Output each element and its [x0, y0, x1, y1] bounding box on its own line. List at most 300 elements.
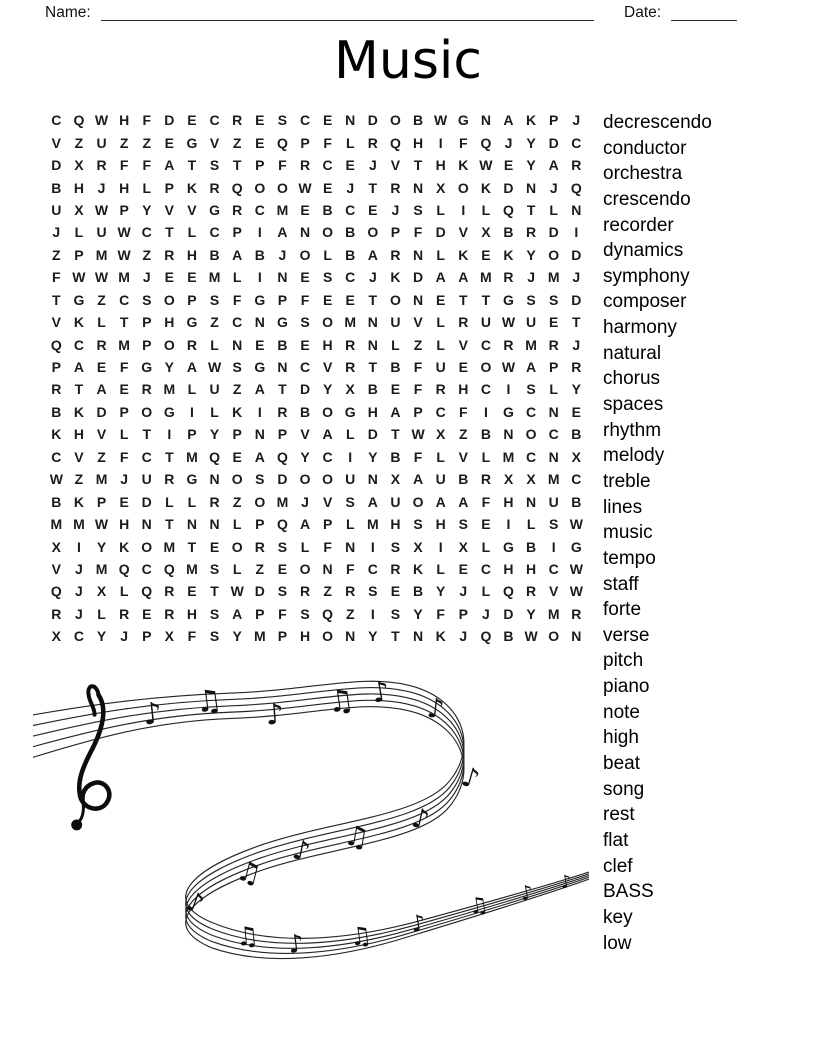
grid-letter: V: [51, 314, 61, 331]
grid-letter: W: [501, 359, 516, 376]
grid-letter: L: [345, 516, 355, 533]
grid-letter: E: [142, 605, 152, 622]
grid-letter: O: [299, 560, 311, 577]
grid-letter: K: [458, 157, 469, 174]
grid-letter: Q: [276, 516, 288, 533]
music-note-icon: ♪: [264, 696, 286, 732]
staff-line: [33, 694, 589, 948]
grid-letter: F: [52, 269, 61, 286]
grid-letter: N: [209, 516, 220, 533]
grid-letter: F: [323, 538, 332, 555]
grid-letter: L: [549, 381, 558, 398]
grid-letter: L: [481, 538, 491, 555]
grid-letter: E: [300, 201, 310, 218]
grid-letter: I: [483, 403, 488, 420]
grid-letter: C: [73, 628, 84, 645]
grid-letter: B: [458, 471, 469, 488]
grid-letter: F: [413, 381, 423, 398]
grid-row: [45, 423, 588, 445]
grid-letter: L: [391, 336, 400, 353]
grid-letter: A: [390, 403, 401, 420]
grid-letter: J: [459, 628, 468, 645]
grid-letter: H: [367, 403, 378, 420]
grid-letter: D: [141, 493, 152, 510]
grid-letter: I: [370, 538, 375, 555]
grid-letter: J: [301, 493, 309, 510]
grid-letter: B: [345, 246, 356, 263]
grid-letter: F: [119, 157, 129, 174]
grid-letter: L: [481, 583, 491, 600]
grid-letter: X: [345, 381, 355, 398]
grid-letter: E: [368, 201, 378, 218]
grid-letter: V: [322, 493, 333, 510]
grid-letter: M: [118, 269, 130, 286]
grid-letter: E: [209, 538, 220, 555]
word-list-item: note: [603, 701, 640, 723]
grid-letter: Y: [413, 605, 423, 622]
grid-letter: L: [97, 314, 106, 331]
grid-letter: Y: [300, 448, 310, 465]
grid-letter: M: [367, 516, 379, 533]
grid-letter: R: [209, 179, 220, 196]
grid-letter: S: [458, 516, 468, 533]
grid-letter: P: [232, 426, 242, 443]
grid-letter: W: [298, 179, 312, 196]
grid-letter: P: [549, 359, 559, 376]
grid-letter: O: [390, 112, 401, 129]
word-list-item: low: [603, 932, 632, 954]
grid-letter: I: [438, 134, 443, 151]
grid-letter: T: [413, 157, 423, 174]
grid-letter: O: [322, 471, 334, 488]
grid-letter: K: [526, 112, 537, 129]
grid-letter: T: [210, 583, 219, 600]
grid-letter: R: [345, 336, 356, 353]
grid-letter: I: [257, 269, 262, 286]
grid-letter: Q: [480, 628, 492, 645]
grid-letter: S: [549, 291, 559, 308]
grid-letter: M: [118, 336, 130, 353]
grid-letter: O: [322, 403, 334, 420]
grid-letter: G: [186, 314, 198, 331]
grid-letter: R: [299, 583, 311, 600]
grid-letter: V: [209, 134, 220, 151]
word-list-item: symphony: [603, 265, 690, 287]
grid-letter: G: [254, 291, 266, 308]
grid-letter: C: [526, 403, 537, 420]
grid-row: [45, 176, 588, 198]
word-list-item: music: [603, 522, 653, 544]
grid-letter: E: [458, 359, 468, 376]
grid-letter: C: [254, 201, 265, 218]
grid-letter: S: [255, 471, 265, 488]
grid-letter: V: [390, 157, 401, 174]
grid-letter: O: [480, 359, 492, 376]
grid-letter: E: [458, 560, 468, 577]
grid-letter: T: [391, 628, 400, 645]
grid-letter: N: [367, 314, 378, 331]
grid-letter: K: [73, 403, 84, 420]
grid-letter: Q: [276, 134, 288, 151]
word-list-item: forte: [603, 599, 642, 621]
grid-letter: G: [209, 201, 221, 218]
grid-letter: Z: [255, 560, 265, 577]
grid-row: [45, 333, 588, 355]
grid-letter: A: [254, 448, 265, 465]
grid-letter: B: [571, 493, 582, 510]
grid-letter: L: [187, 224, 197, 241]
grid-letter: S: [526, 291, 536, 308]
grid-letter: G: [186, 134, 198, 151]
grid-letter: T: [278, 381, 287, 398]
grid-letter: T: [368, 179, 378, 196]
grid-letter: Z: [323, 583, 332, 600]
word-list-item: chorus: [603, 368, 661, 390]
grid-letter: P: [74, 246, 84, 263]
grid-letter: A: [164, 157, 175, 174]
music-note-icon: ♪: [369, 674, 393, 710]
grid-letter: L: [436, 336, 445, 353]
grid-letter: S: [300, 605, 310, 622]
grid-letter: A: [458, 269, 469, 286]
grid-letter: D: [96, 403, 107, 420]
grid-letter: S: [209, 605, 220, 622]
grid-letter: D: [254, 583, 265, 600]
grid-letter: E: [255, 336, 265, 353]
grid-letter: C: [345, 201, 356, 218]
grid-letter: G: [276, 314, 288, 331]
grid-letter: O: [141, 538, 153, 555]
grid-letter: L: [436, 246, 445, 263]
grid-letter: I: [506, 516, 511, 533]
grid-letter: R: [503, 269, 514, 286]
music-note-icon: ♫: [341, 818, 372, 855]
grid-letter: I: [461, 201, 466, 218]
grid-letter: A: [503, 112, 514, 129]
grid-letter: C: [571, 134, 582, 151]
grid-letter: S: [345, 493, 355, 510]
music-note-icon: ♪: [457, 761, 483, 796]
grid-row: [45, 603, 588, 625]
grid-letter: R: [232, 201, 243, 218]
grid-letter: H: [503, 560, 514, 577]
word-list-item: song: [603, 778, 645, 800]
grid-letter: E: [255, 134, 265, 151]
grid-letter: H: [435, 516, 446, 533]
grid-letter: Z: [232, 134, 242, 151]
date-blank-line: [671, 20, 737, 21]
grid-letter: C: [299, 112, 311, 129]
grid-letter: Y: [232, 628, 242, 645]
word-list-item: recorder: [603, 214, 674, 236]
grid-letter: F: [142, 157, 152, 174]
grid-letter: E: [187, 583, 197, 600]
grid-letter: N: [412, 179, 424, 196]
musical-staff-image: [33, 662, 589, 962]
grid-letter: H: [186, 605, 198, 622]
grid-letter: A: [412, 471, 424, 488]
grid-row: [45, 311, 588, 333]
grid-letter: M: [344, 314, 357, 331]
grid-letter: B: [390, 448, 401, 465]
grid-letter: K: [458, 246, 469, 263]
music-note-icon: ♪: [289, 834, 313, 869]
grid-letter: N: [367, 471, 378, 488]
grid-letter: C: [119, 291, 130, 308]
grid-letter: W: [117, 224, 131, 241]
grid-letter: U: [390, 314, 401, 331]
grid-row: [45, 401, 588, 423]
grid-letter: V: [322, 359, 333, 376]
grid-letter: K: [73, 314, 84, 331]
grid-letter: N: [526, 493, 537, 510]
grid-letter: A: [435, 493, 446, 510]
word-list-item: clef: [603, 855, 633, 877]
grid-letter: X: [74, 157, 84, 174]
grid-letter: J: [346, 179, 355, 196]
word-list-item: piano: [603, 676, 650, 698]
word-list-item: rest: [603, 804, 635, 826]
grid-letter: S: [209, 291, 220, 308]
grid-letter: J: [75, 583, 83, 600]
grid-letter: E: [345, 157, 355, 174]
grid-letter: H: [186, 246, 198, 263]
grid-letter: S: [526, 381, 536, 398]
grid-letter: C: [345, 269, 356, 286]
grid-letter: A: [526, 359, 537, 376]
grid-letter: H: [526, 560, 537, 577]
grid-letter: C: [232, 314, 243, 331]
grid-letter: U: [209, 381, 220, 398]
grid-letter: U: [548, 493, 559, 510]
grid-letter: D: [435, 224, 446, 241]
grid-letter: M: [186, 448, 198, 465]
grid-letter: K: [51, 426, 62, 443]
grid-letter: P: [142, 314, 152, 331]
grid-letter: K: [435, 628, 446, 645]
word-list-item: staff: [603, 573, 639, 595]
grid-letter: W: [49, 471, 63, 488]
grid-letter: Q: [209, 448, 221, 465]
grid-letter: C: [480, 381, 491, 398]
grid-letter: F: [187, 628, 197, 645]
grid-letter: L: [97, 605, 106, 622]
grid-letter: K: [186, 179, 198, 196]
grid-letter: F: [481, 493, 491, 510]
word-list-item: decrescendo: [603, 112, 712, 133]
grid-letter: Z: [458, 426, 468, 443]
grid-letter: M: [547, 605, 560, 622]
grid-letter: B: [345, 224, 356, 241]
music-note-icon: ♫: [347, 920, 374, 952]
grid-letter: R: [548, 336, 559, 353]
grid-letter: Q: [50, 336, 62, 353]
name-blank-line: [101, 20, 594, 21]
word-list: [603, 110, 712, 956]
word-list-item: lines: [603, 496, 643, 518]
grid-letter: R: [367, 134, 378, 151]
grid-letter: N: [480, 112, 491, 129]
grid-letter: Y: [435, 583, 446, 600]
grid-row: [45, 131, 588, 153]
grid-letter: B: [390, 359, 401, 376]
grid-row: [45, 580, 588, 602]
grid-letter: L: [232, 560, 242, 577]
grid-letter: W: [569, 516, 583, 533]
grid-letter: D: [571, 291, 582, 308]
grid-letter: R: [571, 157, 582, 174]
grid-letter: N: [571, 628, 582, 645]
grid-letter: Z: [413, 336, 423, 353]
grid-letter: Q: [390, 134, 401, 151]
grid-row: [45, 244, 588, 266]
grid-letter: J: [120, 628, 129, 645]
grid-letter: E: [164, 269, 175, 286]
grid-letter: R: [119, 605, 130, 622]
grid-row: [45, 535, 588, 557]
grid-letter: N: [571, 201, 582, 218]
grid-letter: M: [163, 538, 176, 555]
grid-letter: P: [187, 291, 197, 308]
grid-letter: L: [345, 134, 355, 151]
grid-letter: U: [526, 314, 537, 331]
grid-letter: O: [299, 471, 311, 488]
grid-letter: D: [299, 381, 311, 398]
grid-letter: L: [187, 381, 197, 398]
grid-letter: R: [232, 112, 243, 129]
music-note-icon: ♪: [181, 885, 209, 921]
grid-letter: O: [231, 471, 243, 488]
grid-letter: R: [526, 583, 537, 600]
grid-letter: E: [481, 246, 491, 263]
grid-letter: U: [390, 493, 401, 510]
grid-letter: R: [51, 381, 62, 398]
grid-letter: M: [163, 381, 176, 398]
grid-letter: T: [187, 157, 197, 174]
grid-letter: V: [458, 336, 468, 353]
grid-letter: D: [548, 134, 559, 151]
grid-letter: C: [322, 448, 333, 465]
grid-letter: X: [96, 583, 107, 600]
grid-letter: D: [503, 605, 514, 622]
grid-letter: E: [164, 134, 175, 151]
grid-letter: C: [480, 560, 491, 577]
grid-letter: B: [526, 538, 537, 555]
grid-letter: A: [458, 493, 469, 510]
grid-letter: E: [390, 583, 401, 600]
music-note-icon: ♪: [408, 802, 433, 837]
grid-letter: T: [165, 516, 174, 533]
grid-letter: S: [413, 516, 423, 533]
grid-letter: R: [571, 605, 582, 622]
grid-letter: A: [277, 224, 288, 241]
grid-letter: I: [438, 538, 443, 555]
grid-letter: L: [232, 516, 242, 533]
grid-letter: B: [51, 403, 62, 420]
grid-letter: E: [345, 291, 355, 308]
grid-letter: M: [480, 269, 492, 286]
grid-letter: P: [164, 179, 175, 196]
grid-letter: U: [141, 471, 152, 488]
grid-letter: F: [232, 291, 242, 308]
grid-letter: E: [187, 269, 197, 286]
grid-letter: W: [94, 112, 109, 129]
grid-letter: X: [413, 538, 423, 555]
grid-letter: H: [390, 516, 401, 533]
grid-letter: O: [525, 426, 537, 443]
grid-letter: S: [300, 314, 310, 331]
grid-letter: B: [51, 493, 62, 510]
grid-letter: R: [164, 246, 175, 263]
grid-letter: D: [412, 269, 424, 286]
music-note-icon: ♪: [425, 692, 446, 726]
grid-letter: A: [73, 359, 84, 376]
grid-letter: P: [458, 605, 468, 622]
grid-letter: W: [94, 201, 109, 218]
grid-letter: V: [51, 560, 61, 577]
grid-letter: N: [548, 403, 559, 420]
grid-letter: W: [94, 269, 109, 286]
grid-letter: Y: [322, 381, 333, 398]
grid-letter: N: [277, 359, 288, 376]
grid-letter: G: [254, 359, 266, 376]
grid-letter: W: [501, 314, 516, 331]
grid-letter: U: [345, 471, 356, 488]
grid-letter: O: [322, 628, 334, 645]
grid-letter: M: [95, 471, 108, 488]
word-list-item: flat: [603, 829, 629, 851]
word-list-item: rhythm: [603, 419, 662, 441]
grid-letter: R: [345, 583, 356, 600]
grid-letter: R: [96, 157, 107, 174]
grid-letter: Q: [570, 179, 582, 196]
word-list-item: tempo: [603, 547, 656, 569]
grid-letter: X: [390, 471, 401, 488]
grid-letter: H: [73, 426, 84, 443]
grid-letter: V: [458, 224, 468, 241]
grid-letter: N: [503, 426, 514, 443]
grid-letter: G: [457, 112, 469, 129]
music-note-icon: ♪: [558, 870, 574, 894]
grid-letter: L: [345, 426, 355, 443]
grid-letter: C: [526, 448, 537, 465]
grid-letter: O: [231, 538, 243, 555]
grid-letter: H: [435, 157, 446, 174]
grid-letter: Q: [231, 179, 243, 196]
grid-letter: M: [253, 628, 266, 645]
grid-letter: Y: [164, 359, 175, 376]
grid-row: [45, 221, 588, 243]
grid-letter: D: [571, 246, 582, 263]
grid-letter: W: [411, 426, 425, 443]
grid-letter: L: [232, 269, 242, 286]
grid-letter: F: [413, 359, 423, 376]
grid-letter: A: [367, 246, 378, 263]
grid-letter: F: [278, 157, 287, 174]
grid-letter: N: [322, 560, 333, 577]
word-list-item: orchestra: [603, 163, 683, 185]
grid-letter: D: [548, 224, 559, 241]
grid-letter: H: [119, 516, 130, 533]
grid-letter: T: [119, 314, 129, 331]
grid-letter: S: [322, 269, 333, 286]
grid-row: [45, 490, 588, 512]
music-note-icon: ♫: [232, 853, 266, 892]
grid-letter: P: [255, 605, 265, 622]
grid-letter: L: [436, 201, 445, 218]
grid-letter: T: [165, 224, 174, 241]
grid-letter: P: [390, 224, 401, 241]
